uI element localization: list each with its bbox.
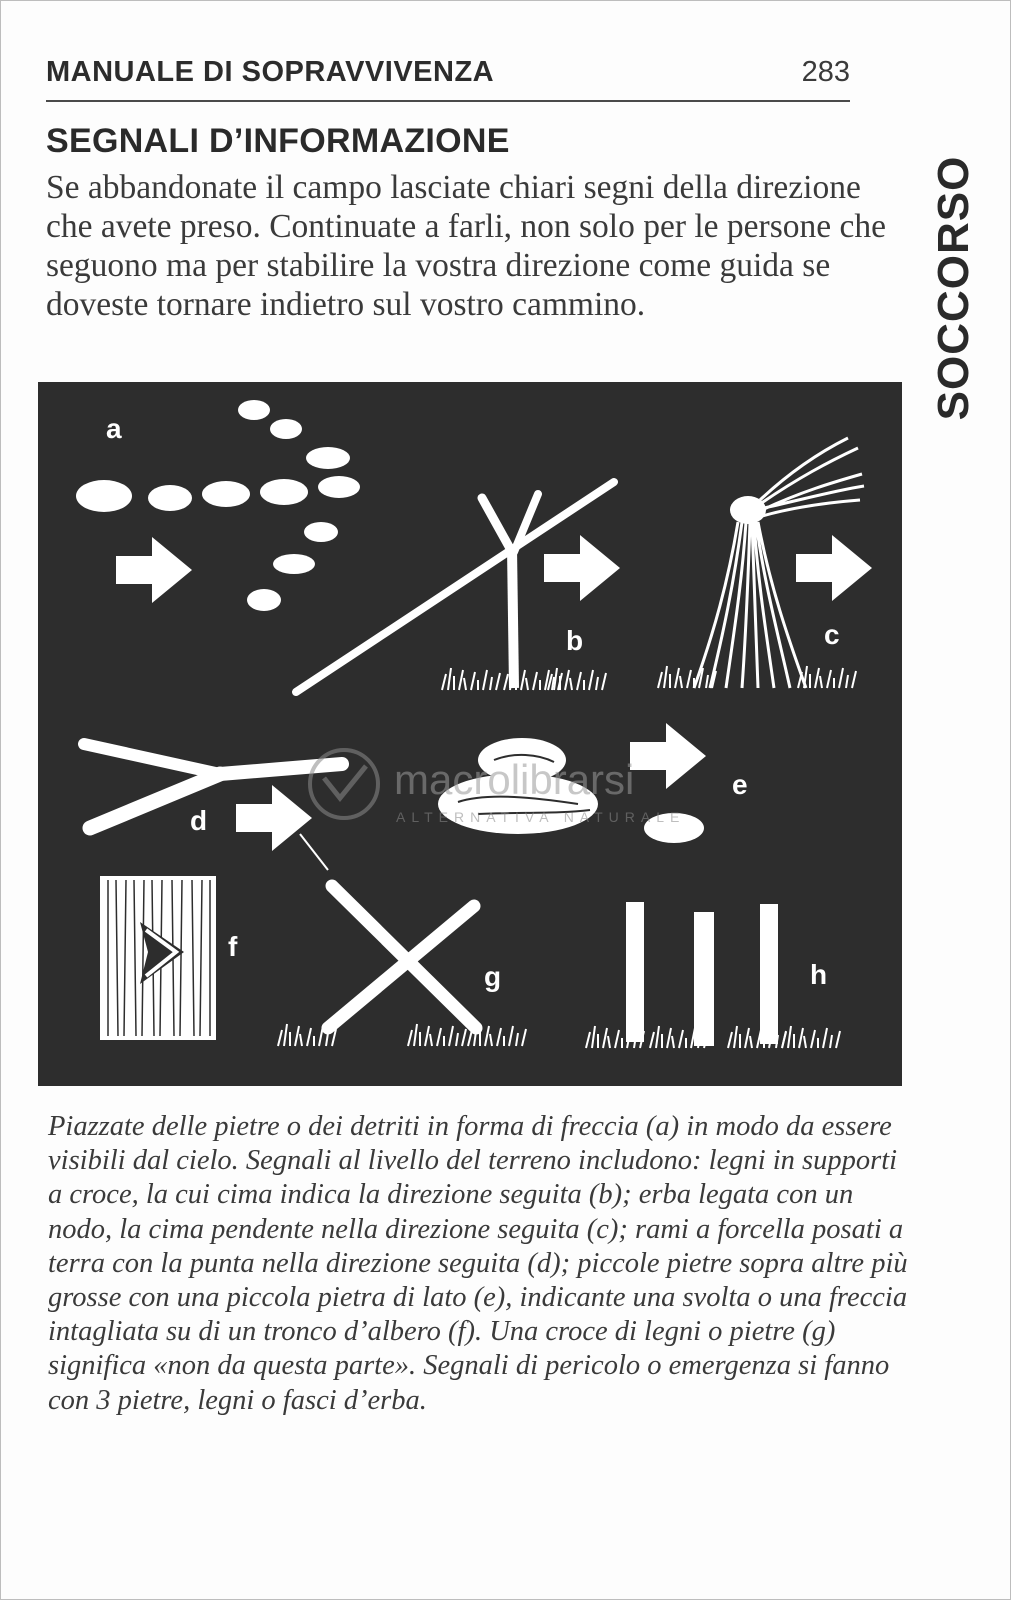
stick-support-signal (296, 482, 614, 692)
side-tab-label: SOCCORSO (929, 155, 978, 421)
figure-label-h: h (810, 959, 828, 990)
arrow-right-icon (544, 535, 620, 601)
stone (306, 447, 350, 469)
running-header (46, 54, 850, 102)
page-number: 283 (801, 56, 850, 88)
figure-caption: Piazzate delle pietre o dei detriti in forma di freccia (a) in modo da essere visibili dal cielo. Segnali al livello del terreno includono: legni in supporti a croce, la cui cima indica la direzione seguita (b); erba legata con un nodo, la cima pendente nella direzione seguita (c); rami a forcella posati a terra con la punta nella direzione seguita (d); piccole pietre sopra altre più grosse con una piccola pietra di lato (e), indicante una svolta o una freccia intagliata su di un tronco d’albero (f). Una croce di legni o pietre (g) significa «non da questa parte». Segnali di pericolo o emergenza si fanno con 3 pietre, legni o fasci d’erba. (48, 1111, 908, 1416)
stone (318, 476, 360, 498)
figure-label-d: d (190, 805, 208, 836)
stone (260, 479, 308, 505)
stone (304, 522, 338, 542)
signal-illustration (38, 382, 902, 1086)
stone (238, 400, 270, 420)
three-posts-signal (586, 902, 840, 1048)
illustration-svg (38, 382, 902, 1086)
arrow-right-icon (236, 785, 312, 851)
figure-label-c: c (824, 619, 840, 650)
figure-label-f: f (228, 931, 238, 962)
book-title: MANUALE DI SOPRAVVIVENZA (46, 56, 495, 88)
arrow-right-icon (116, 537, 192, 603)
figure-label-b: b (566, 625, 584, 656)
stone (270, 419, 302, 439)
watermark-name: macrolibrarsi (394, 756, 635, 803)
section-heading: SEGNALI D’INFORMAZIONE (46, 122, 510, 160)
figure-label-g: g (484, 961, 502, 992)
figure-label-a: a (106, 413, 122, 444)
arrow-right-icon (796, 535, 872, 601)
stone (247, 589, 281, 611)
stone (202, 481, 250, 507)
stone (148, 485, 192, 511)
forked-branch-signal (84, 744, 342, 870)
stone (273, 554, 315, 574)
side-tab (924, 128, 984, 448)
watermark-tagline: ALTERNATIVA NATURALE (396, 809, 686, 825)
carved-trunk-signal (100, 876, 216, 1040)
figure-label-e: e (732, 769, 748, 800)
arrow-right-icon (630, 723, 706, 789)
intro-paragraph: Se abbandonate il campo lasciate chiari segni della direzione che avete preso. Continuate a farli, non solo per le persone che seguono ma per stabilire la vostra direzione come guida se doveste tornare indietro sul vostro cammino. (46, 169, 886, 323)
stone (76, 480, 132, 512)
watermark (310, 750, 685, 825)
